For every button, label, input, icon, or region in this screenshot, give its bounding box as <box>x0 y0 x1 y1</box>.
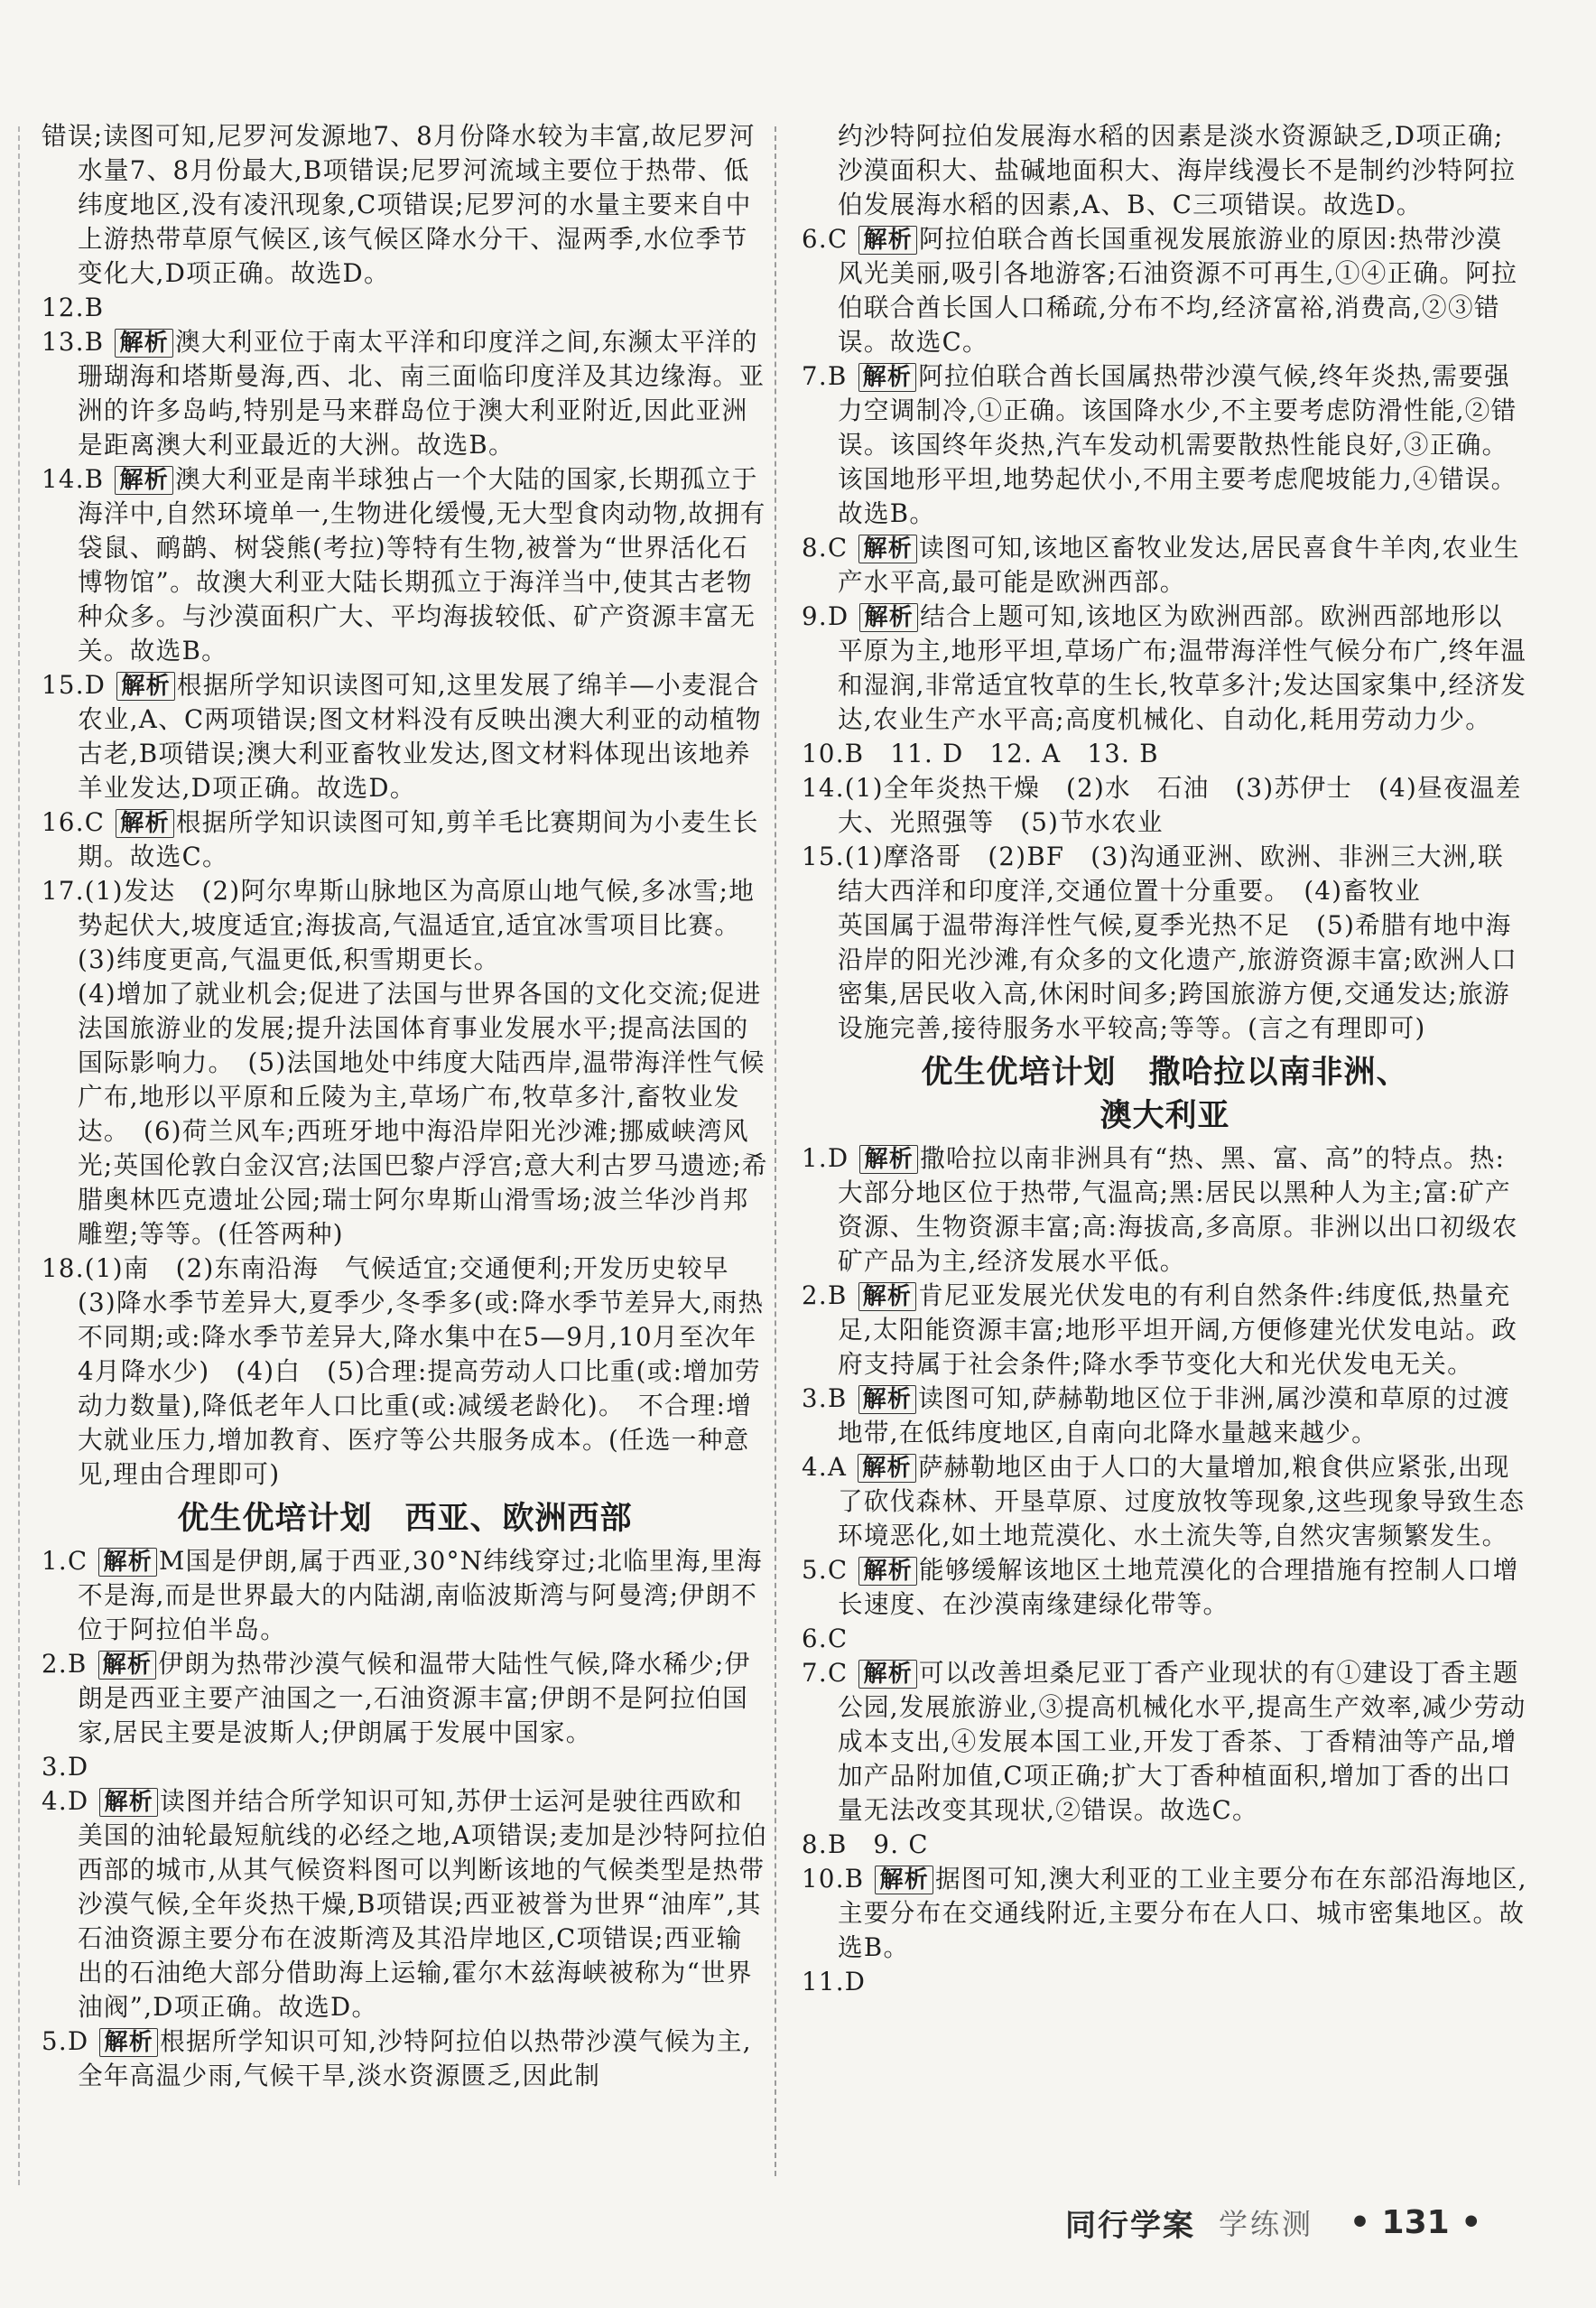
answer-choice: D <box>827 601 849 631</box>
analysis-tag: 解析 <box>98 1651 157 1680</box>
analysis-tag: 解析 <box>858 1282 917 1311</box>
answer-number: 13. <box>42 327 85 357</box>
page-number: • 131 • <box>1350 2203 1482 2241</box>
answer-item <box>42 291 768 325</box>
answer-item <box>802 1965 1528 1999</box>
answer-text: D <box>67 1752 89 1782</box>
answer-number: 4. <box>802 1452 828 1482</box>
answer-item <box>802 1141 1528 1279</box>
answer-number: 15. <box>42 670 85 700</box>
analysis-tag: 解析 <box>858 535 917 563</box>
answer-number: 17. <box>42 876 85 906</box>
answer-item <box>802 119 1528 222</box>
answer-number: 11. <box>802 1967 845 1996</box>
answer-item <box>802 840 1528 908</box>
analysis-tag: 解析 <box>115 329 173 358</box>
answer-item <box>802 1828 1528 1862</box>
answer-item <box>802 531 1528 600</box>
answer-number: 8. <box>802 1829 828 1859</box>
answer-text: 约沙特阿拉伯发展海水稻的因素是淡水资源缺乏,D项正确;沙漠面积大、盐碱地面积大、海岸线漫长不是制约沙特阿拉伯发展海水稻的因素,A、B、C三项错误。故选D。 <box>838 121 1517 219</box>
answer-number: 7. <box>802 1658 828 1688</box>
answer-number: 1. <box>802 1143 828 1173</box>
answer-number: 8. <box>802 533 828 563</box>
answer-text: 肯尼亚发展光伏发电的有利自然条件:纬度低,热量充足,太阳能资源丰富;地形平坦开阔,方便修建光伏发电站。政府支持属于社会条件;降水季节变化大和光伏发电无关。 <box>838 1280 1518 1379</box>
answer-choice: C <box>84 807 106 837</box>
answer-text: 伊朗为热带沙漠气候和温带大陆性气候,降水稀少;伊朗是西亚主要产油国之一,石油资源丰富;伊朗不是阿拉伯国家,居民主要是波斯人;伊朗属于发展中国家。 <box>78 1649 751 1747</box>
answer-choice: C <box>827 1658 849 1688</box>
answer-number: 14. <box>42 464 85 494</box>
answer-choice: B <box>827 361 848 391</box>
analysis-tag: 解析 <box>858 1454 916 1483</box>
answer-text: B 9. C <box>827 1829 929 1859</box>
heading-line-2: 澳大利亚 <box>1100 1098 1230 1134</box>
answer-number: 15. <box>802 842 845 871</box>
answer-item <box>42 805 768 874</box>
answer-number: 18. <box>42 1253 85 1283</box>
answer-choice: B <box>827 1280 848 1310</box>
analysis-tag: 解析 <box>858 1660 917 1689</box>
answer-number: 2. <box>42 1649 68 1679</box>
answer-item <box>802 1450 1528 1553</box>
answer-choice: D <box>84 670 107 700</box>
analysis-tag: 解析 <box>115 466 173 495</box>
answer-choice: C <box>67 1546 88 1576</box>
analysis-tag: 解析 <box>98 1548 157 1577</box>
answer-choice: D <box>67 2026 89 2056</box>
right-answers-block-1 <box>802 119 1528 1046</box>
answer-text: B <box>84 293 105 322</box>
answer-item <box>42 1750 768 1784</box>
answer-item <box>42 874 768 977</box>
answer-text: 可以改善坦桑尼亚丁香产业现状的有①建设丁香主题公园,发展旅游业,③提高机械化水平,提高生产效率,减少劳动成本支出,④发展本国工业,开发丁香茶、丁香精油等产品,增加产品附加值,C项正确;扩大丁香种植面积,增加丁香的出口量无法改变其现状,②错误。故选C。 <box>838 1658 1526 1825</box>
answer-item <box>802 737 1528 771</box>
analysis-tag: 解析 <box>858 1557 917 1586</box>
left-answers-block-1 <box>42 119 768 1492</box>
answer-text: D <box>844 1967 867 1996</box>
answer-text: 读图可知,该地区畜牧业发达,居民喜食牛羊肉,农业生产水平高,最可能是欧洲西部。 <box>838 533 1520 597</box>
answer-item <box>802 771 1528 840</box>
answer-text: B 11. D 12. A 13. B <box>844 739 1159 768</box>
answer-choice: C <box>827 224 849 254</box>
answer-text: 能够缓解该地区土地荒漠化的合理措施有控制人口增长速度、在沙漠南缘建绿化带等。 <box>838 1555 1519 1619</box>
page-footer <box>1065 2200 1481 2245</box>
answer-choice: B <box>827 1383 848 1413</box>
answer-number: 5. <box>802 1555 828 1585</box>
answer-text: (1)摩洛哥 (2)BF (3)沟通亚洲、欧洲、非洲三大洲,联结大西洋和印度洋,交通位置十分重要。 (4)畜牧业 <box>838 842 1504 906</box>
footer-brand: 同行学案 <box>1065 2207 1195 2244</box>
answer-item <box>42 668 768 805</box>
answer-text: 读图并结合所学知识可知,苏伊士运河是驶往西欧和美国的油轮最短航线的必经之地,A项错误;麦加是沙特阿拉伯西部的城市,从其气候资料图可以判断该地的气候类型是热带沙漠气候,全年炎热干燥,B项错误;西亚被誉为世界“油库”,其石油资源主要分布在波斯湾及其沿岸地区,C项错误;西亚输出的石油绝大部分借助海上运输,霍尔木兹海峡被称为“世界油阀”,D项正确。故选D。 <box>78 1786 768 2022</box>
left-column <box>42 119 768 2093</box>
analysis-tag: 解析 <box>858 226 917 255</box>
answer-item <box>802 1553 1528 1622</box>
answer-number: 12. <box>42 293 85 322</box>
answer-choice: D <box>67 1786 89 1816</box>
answer-item <box>42 325 768 462</box>
right-answers-block-2 <box>802 1141 1528 1999</box>
answer-number: 5. <box>42 2026 68 2056</box>
answer-item <box>42 2024 768 2093</box>
answer-text: 阿拉伯联合酋长国重视发展旅游业的原因:热带沙漠风光美丽,吸引各地游客;石油资源不可再生,①④正确。阿拉伯联合酋长国人口稀疏,分布不均,经济富裕,消费高,②③错误。故选C。 <box>838 224 1518 357</box>
answer-number: 2. <box>802 1280 828 1310</box>
left-edge-dashed-line <box>18 126 20 2185</box>
answer-item <box>802 1622 1528 1656</box>
answer-item <box>42 1647 768 1750</box>
analysis-tag: 解析 <box>859 603 918 632</box>
answer-text: 读图可知,萨赫勒地区位于非洲,属沙漠和草原的过渡地带,在低纬度地区,自南向北降水量越来越少。 <box>838 1383 1511 1447</box>
answer-choice: B <box>84 464 105 494</box>
answer-number: 10. <box>802 739 845 768</box>
answer-item <box>802 908 1528 1046</box>
answer-choice: B <box>84 327 105 357</box>
answer-text: 阿拉伯联合酋长国属热带沙漠气候,终年炎热,需要强力空调制冷,①正确。该国降水少,不主要考虑防滑性能,②错误。该国终年炎热,汽车发动机需要散热性能良好,③正确。该国地形平坦,地势起伏小,不用主要考虑爬坡能力,④错误。故选B。 <box>838 361 1517 528</box>
answer-item <box>42 462 768 668</box>
answer-text: C <box>827 1624 849 1653</box>
answer-number: 6. <box>802 224 828 254</box>
answer-text: M国是伊朗,属于西亚,30°N纬线穿过;北临里海,里海不是海,而是世界最大的内陆湖,南临波斯湾与阿曼湾;伊朗不位于阿拉伯半岛。 <box>78 1546 763 1644</box>
answer-choice: B <box>844 1864 865 1894</box>
answer-text: 据图可知,澳大利亚的工业主要分布在东部沿海地区,主要分布在交通线附近,主要分布在人口、城市密集地区。故选B。 <box>838 1864 1527 1962</box>
answer-choice: B <box>67 1649 88 1679</box>
answer-item <box>42 1252 768 1492</box>
left-answers-block-2 <box>42 1544 768 2093</box>
answer-text: 根据所学知识读图可知,这里发展了绵羊—小麦混合农业,A、C两项错误;图文材料没有反映出澳大利亚的动植物古老,B项错误;澳大利亚畜牧业发达,图文材料体现出该地养羊业发达,D项正确。故选D。 <box>78 670 762 803</box>
answer-text: 英国属于温带海洋性气候,夏季光热不足 (5)希腊有地中海沿岸的阳光沙滩,有众多的文化遗产,旅游资源丰富;欧洲人口密集,居民收入高,休闲时间多;跨国旅游方便,交通发达;旅游设施完善,接待服务水平较高;等等。(言之有理即可) <box>838 910 1518 1043</box>
answer-number: 6. <box>802 1624 828 1653</box>
answer-text: 结合上题可知,该地区为欧洲西部。欧洲西部地形以平原为主,地形平坦,草场广布;温带海洋性气候分布广,终年温和湿润,非常适宜牧草的生长,牧草多汁;发达国家集中,经济发达,农业生产水平高;高度机械化、自动化,耗用劳动力少。 <box>838 601 1527 734</box>
answer-number: 10. <box>802 1864 845 1894</box>
analysis-tag: 解析 <box>99 2028 158 2057</box>
answer-item <box>802 359 1528 531</box>
analysis-tag: 解析 <box>116 672 175 701</box>
footer-subtitle: 学练测 <box>1219 2207 1314 2241</box>
answer-text: (1)发达 (2)阿尔卑斯山脉地区为高原山地气候,多冰雪;地势起伏大,坡度适宜;海拔高,气温适宜,适宜冰雪项目比赛。 (3)纬度更高,气温更低,积雪期更长。 <box>78 876 756 974</box>
analysis-tag: 解析 <box>116 809 174 838</box>
analysis-tag: 解析 <box>859 1145 918 1174</box>
answer-text: 澳大利亚位于南太平洋和印度洋之间,东濒太平洋的珊瑚海和塔斯曼海,西、北、南三面临印度洋及其边缘海。亚洲的许多岛屿,特别是马来群岛位于澳大利亚附近,因此亚洲是距离澳大利亚最近的大洲。故选B。 <box>78 327 766 460</box>
answer-number: 7. <box>802 361 828 391</box>
answer-item <box>802 1656 1528 1828</box>
answer-item <box>42 119 768 291</box>
analysis-tag: 解析 <box>99 1788 158 1817</box>
answer-text: 萨赫勒地区由于人口的大量增加,粮食供应紧张,出现了砍伐森林、开垦草原、过度放牧等现象,这些现象导致生态环境恶化,如土地荒漠化、水土流失等,自然灾害频繁发生。 <box>838 1452 1526 1550</box>
answer-text: (1)南 (2)东南沿海 气候适宜;交通便利;开发历史较早 (3)降水季节差异大,夏季少,冬季多(或:降水季节差异大,雨热不同期;或:降水季节差异大,降水集中在5—9月,10月至次年4月降水少) (4)白 (5)合理:提高劳动人口比重(或:增加劳动力数量),降低老年人口比重(或:减缓老龄化)。 不合理:增大就业压力,增加教育、医疗等公共服务成本。(任选一种意见,理由合理即可) <box>78 1253 765 1489</box>
right-column <box>802 119 1528 1999</box>
answer-text: 撒哈拉以南非洲具有“热、黑、富、高”的特点。热:大部分地区位于热带,气温高;黑:居民以黑种人为主;富:矿产资源、生物资源丰富;高:海拔高,多高原。非洲以出口初级农矿产品为主,经济发展水平低。 <box>838 1143 1518 1276</box>
analysis-tag: 解析 <box>858 363 917 392</box>
answer-item <box>42 977 768 1252</box>
analysis-tag: 解析 <box>858 1385 917 1414</box>
answer-number: 16. <box>42 807 85 837</box>
answer-text: 错误;读图可知,尼罗河发源地7、8月份降水较为丰富,故尼罗河水量7、8月份最大,B项错误;尼罗河流域主要位于热带、低纬度地区,没有凌汛现象,C项错误;尼罗河的水量主要来自中上游热带草原气候区,该气候区降水分干、湿两季,水位季节变化大,D项正确。故选D。 <box>42 121 756 288</box>
answer-item <box>802 1382 1528 1450</box>
answer-text: (4)增加了就业机会;促进了法国与世界各国的文化交流;促进法国旅游业的发展;提升法国体育事业发展水平;提高法国的国际影响力。 (5)法国地处中纬度大陆西岸,温带海洋性气候广布,地形以平原和丘陵为主,草场广布,牧草多汁,畜牧业发达。 (6)荷兰风车;西班牙地中海沿岸阳光沙滩;挪威峡湾风光;英国伦敦白金汉宫;法国巴黎卢浮宫;意大利古罗马遗迹;希腊奥林匹克遗址公园;瑞士阿尔卑斯山滑雪场;波兰华沙肖邦雕塑;等等。(任答两种) <box>78 979 768 1249</box>
section-heading-west-asia-europe: 优生优培计划 西亚、欧洲西部 <box>177 1501 633 1537</box>
answer-number: 1. <box>42 1546 68 1576</box>
answer-number: 14. <box>802 773 845 803</box>
answer-number: 4. <box>42 1786 68 1816</box>
answer-item <box>802 1279 1528 1382</box>
answer-item <box>42 1784 768 2024</box>
section-heading-africa-australia <box>802 1051 1528 1138</box>
answer-item <box>802 600 1528 737</box>
answer-text: 澳大利亚是南半球独占一个大陆的国家,长期孤立于海洋中,自然环境单一,生物进化缓慢,无大型食肉动物,故拥有袋鼠、鸸鹋、树袋熊(考拉)等特有生物,被誉为“世界活化石博物馆”。故澳大利亚大陆长期孤立于海洋当中,使其古老物种众多。与沙漠面积广大、平均海拔较低、矿产资源丰富无关。故选B。 <box>78 464 766 665</box>
answer-choice: A <box>827 1452 848 1482</box>
answer-item <box>802 222 1528 359</box>
answer-text: 根据所学知识读图可知,剪羊毛比赛期间为小麦生长期。故选C。 <box>78 807 759 871</box>
answer-item <box>42 1544 768 1647</box>
answer-number: 3. <box>42 1752 68 1782</box>
answer-text: 根据所学知识可知,沙特阿拉伯以热带沙漠气候为主,全年高温少雨,气候干旱,淡水资源匮乏,因此制 <box>78 2026 752 2090</box>
heading-line-1: 优生优培计划 撒哈拉以南非洲、 <box>921 1055 1409 1091</box>
column-divider <box>775 126 776 2176</box>
answer-choice: C <box>827 1555 849 1585</box>
analysis-tag: 解析 <box>875 1866 933 1894</box>
answer-choice: C <box>827 533 849 563</box>
answer-choice: D <box>827 1143 849 1173</box>
answer-item <box>802 1862 1528 1965</box>
answer-text: (1)全年炎热干燥 (2)水 石油 (3)苏伊士 (4)昼夜温差大、光照强等 (5)节水农业 <box>838 773 1522 837</box>
answer-number: 3. <box>802 1383 828 1413</box>
answer-number: 9. <box>802 601 828 631</box>
